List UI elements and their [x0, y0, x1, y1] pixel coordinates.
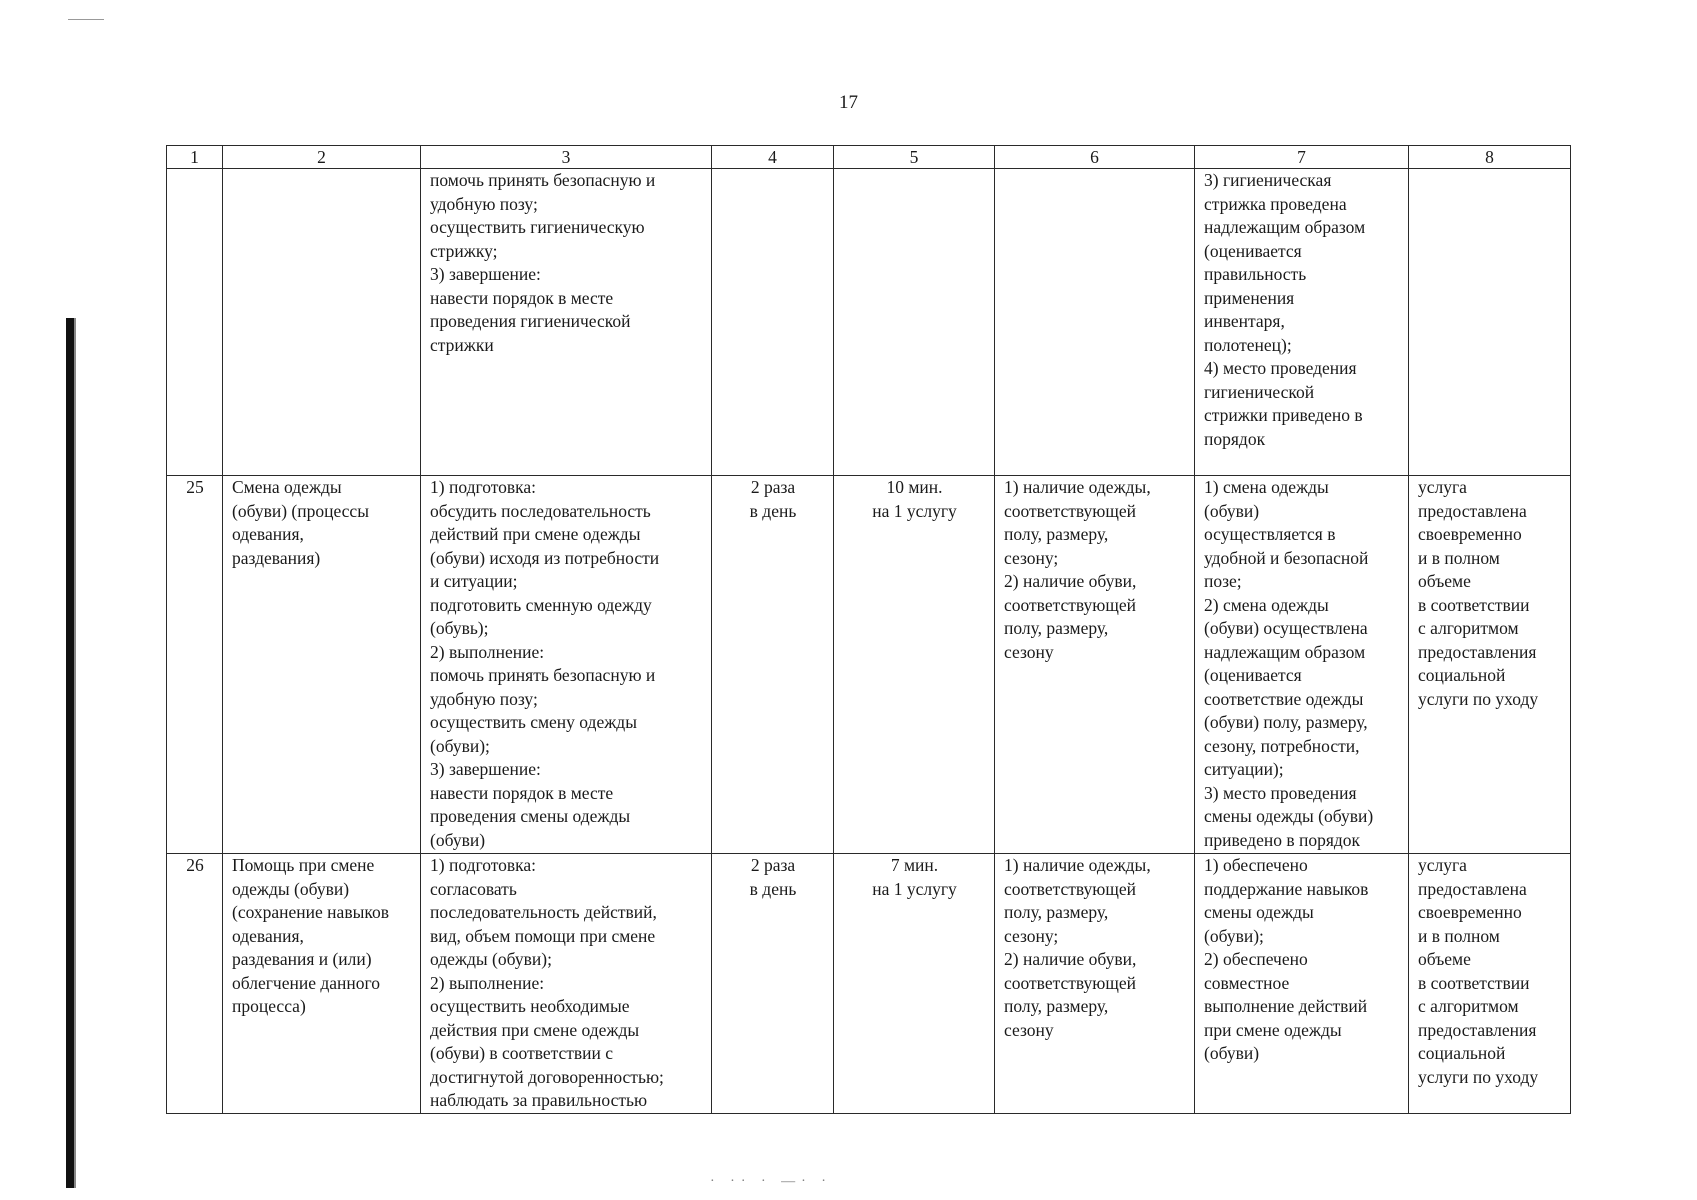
duration-cell — [834, 169, 995, 476]
column-header-1: 1 — [167, 146, 223, 169]
row-number-cell — [167, 169, 223, 476]
page-number: 17 — [839, 92, 858, 113]
service-name-cell: Помощь при смене одежды (обуви) (сохранение навыков одевания, раздевания и (или) облегчение данного процесса) — [223, 854, 421, 1114]
evaluation-cell — [1409, 169, 1571, 476]
evaluation-cell: услуга предоставлена своевременно и в полном объеме в соответствии с алгоритмом предоставления социальной услуги по уходу — [1409, 854, 1571, 1114]
column-header-3: 3 — [421, 146, 712, 169]
evaluation-cell: услуга предоставлена своевременно и в полном объеме в соответствии с алгоритмом предоставления социальной услуги по уходу — [1409, 476, 1571, 854]
service-content-cell: помочь принять безопасную и удобную позу; осуществить гигиеническую стрижку; 3) завершение: навести порядок в месте проведения гигиенической стрижки — [421, 169, 712, 476]
conditions-cell — [995, 169, 1195, 476]
row-number-cell: 26 — [167, 854, 223, 1114]
service-content-cell: 1) подготовка: согласовать последовательность действий, вид, объем помощи при смене одежды (обуви); 2) выполнение: осуществить необходимые действия при смене одежды (обуви) в соответствии с достигнутой договоренностью; наблюдать за правильностью — [421, 854, 712, 1114]
conditions-cell: 1) наличие одежды, соответствующей полу, размеру, сезону; 2) наличие обуви, соответствующей полу, размеру, сезону — [995, 476, 1195, 854]
quality-indicators-cell: 1) обеспечено поддержание навыков смены одежды (обуви); 2) обеспечено совместное выполнение действий при смене одежды (обуви) — [1195, 854, 1409, 1114]
quality-indicators-cell: 3) гигиеническая стрижка проведена надлежащим образом (оценивается правильность применения инвентаря, полотенец); 4) место проведения гигиенической стрижки приведено в порядок — [1195, 169, 1409, 476]
duration-cell: 7 мин. на 1 услугу — [834, 854, 995, 1114]
column-header-5: 5 — [834, 146, 995, 169]
scan-binding-shadow — [74, 318, 76, 1188]
column-header-7: 7 — [1195, 146, 1409, 169]
service-content-cell: 1) подготовка: обсудить последовательность действий при смене одежды (обуви) исходя из потребности и ситуации; подготовить сменную одежду (обувь); 2) выполнение: помочь принять безопасную и удобную позу; осуществить смену одежды (обуви); 3) завершение: навести порядок в месте проведения смены одежды (обуви) — [421, 476, 712, 854]
column-header-4: 4 — [712, 146, 834, 169]
conditions-cell: 1) наличие одежды, соответствующей полу, размеру, сезону; 2) наличие обуви, соответствующей полу, размеру, сезону — [995, 854, 1195, 1114]
scan-artifact: · ·· · —· · — [710, 1174, 832, 1189]
services-table — [166, 145, 1571, 1114]
table-row — [167, 854, 1571, 1114]
table-row — [167, 169, 1571, 476]
scan-mark — [68, 19, 104, 20]
quality-indicators-cell: 1) смена одежды (обуви) осуществляется в удобной и безопасной позе; 2) смена одежды (обуви) осуществлена надлежащим образом (оценивается соответствие одежды (обуви) полу, размеру, сезону, потребности, ситуации); 3) место проведения смены одежды (обуви) приведено в порядок — [1195, 476, 1409, 854]
duration-cell: 10 мин. на 1 услугу — [834, 476, 995, 854]
row-number-cell: 25 — [167, 476, 223, 854]
frequency-cell: 2 раза в день — [712, 854, 834, 1114]
frequency-cell: 2 раза в день — [712, 476, 834, 854]
column-header-2: 2 — [223, 146, 421, 169]
service-name-cell — [223, 169, 421, 476]
column-number-row — [167, 146, 1571, 169]
frequency-cell — [712, 169, 834, 476]
scan-binding-edge — [66, 318, 74, 1188]
column-header-8: 8 — [1409, 146, 1571, 169]
service-name-cell: Смена одежды (обуви) (процессы одевания, раздевания) — [223, 476, 421, 854]
table-row — [167, 476, 1571, 854]
column-header-6: 6 — [995, 146, 1195, 169]
